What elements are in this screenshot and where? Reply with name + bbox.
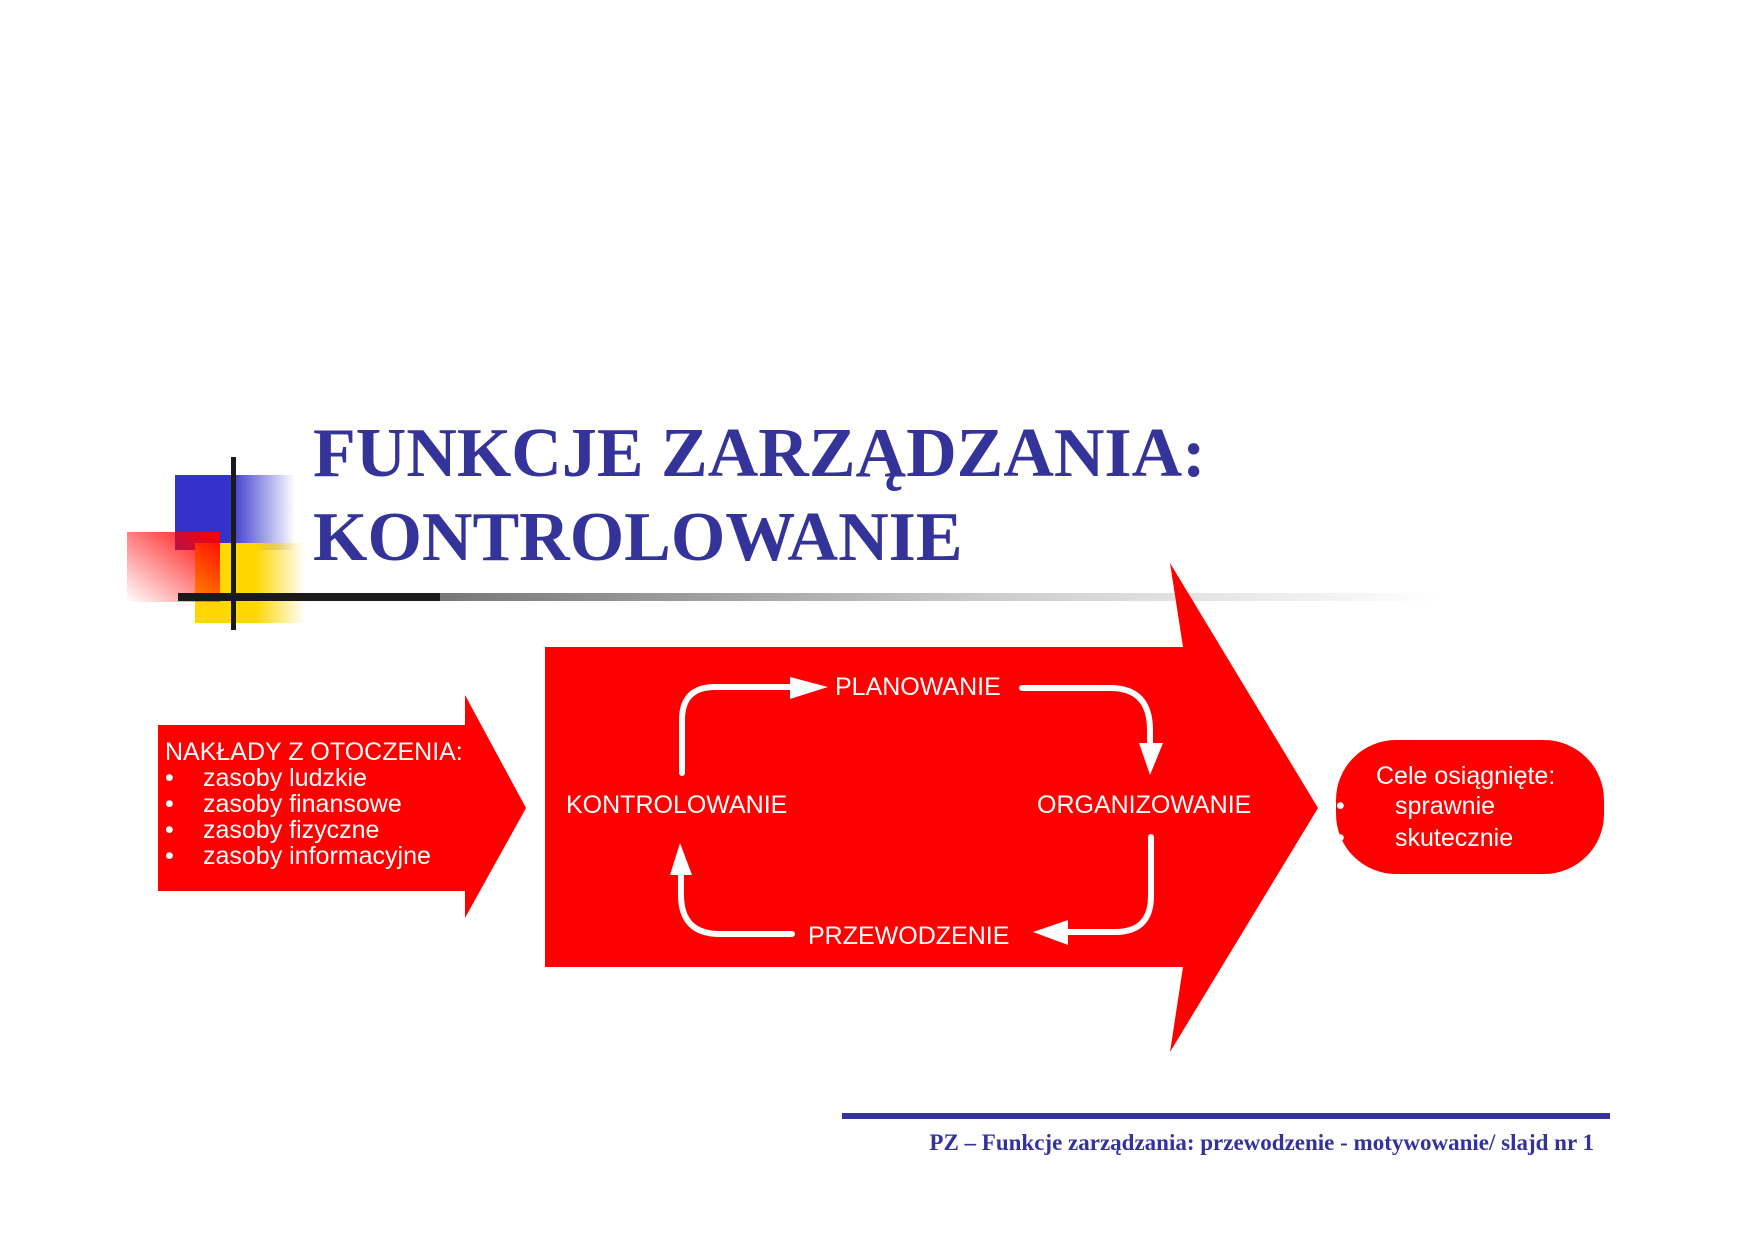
- title-line-2: KONTROLOWANIE: [313, 499, 963, 576]
- goals-list: [1336, 790, 1555, 854]
- list-item: • zasoby fizyczne: [165, 817, 463, 843]
- list-item: • zasoby ludzkie: [165, 765, 463, 791]
- list-item: • sprawnie: [1336, 790, 1555, 822]
- cycle-leading: PRZEWODZENIE: [808, 922, 1010, 950]
- cycle-controlling: KONTROLOWANIE: [566, 791, 788, 819]
- list-item: • skutecznie: [1336, 822, 1555, 854]
- slide-footer: PZ – Funkcje zarządzania: przewodzenie - motywowanie/ slajd nr 1: [929, 1130, 1594, 1155]
- list-item: • zasoby informacyjne: [165, 843, 463, 869]
- list-item: • zasoby finansowe: [165, 791, 463, 817]
- inputs-text: [165, 739, 463, 869]
- goals-text: [1336, 762, 1555, 854]
- cycle-planning: PLANOWANIE: [835, 673, 1001, 701]
- goals-heading: Cele osiągnięte:: [1376, 762, 1556, 790]
- inputs-heading: NAKŁADY Z OTOCZENIA:: [165, 738, 463, 766]
- cycle-organizing: ORGANIZOWANIE: [1037, 791, 1252, 819]
- footer-rule: [842, 1113, 1610, 1119]
- inputs-list: [165, 765, 463, 869]
- title-line-1: FUNKCJE ZARZĄDZANIA:: [313, 415, 1206, 492]
